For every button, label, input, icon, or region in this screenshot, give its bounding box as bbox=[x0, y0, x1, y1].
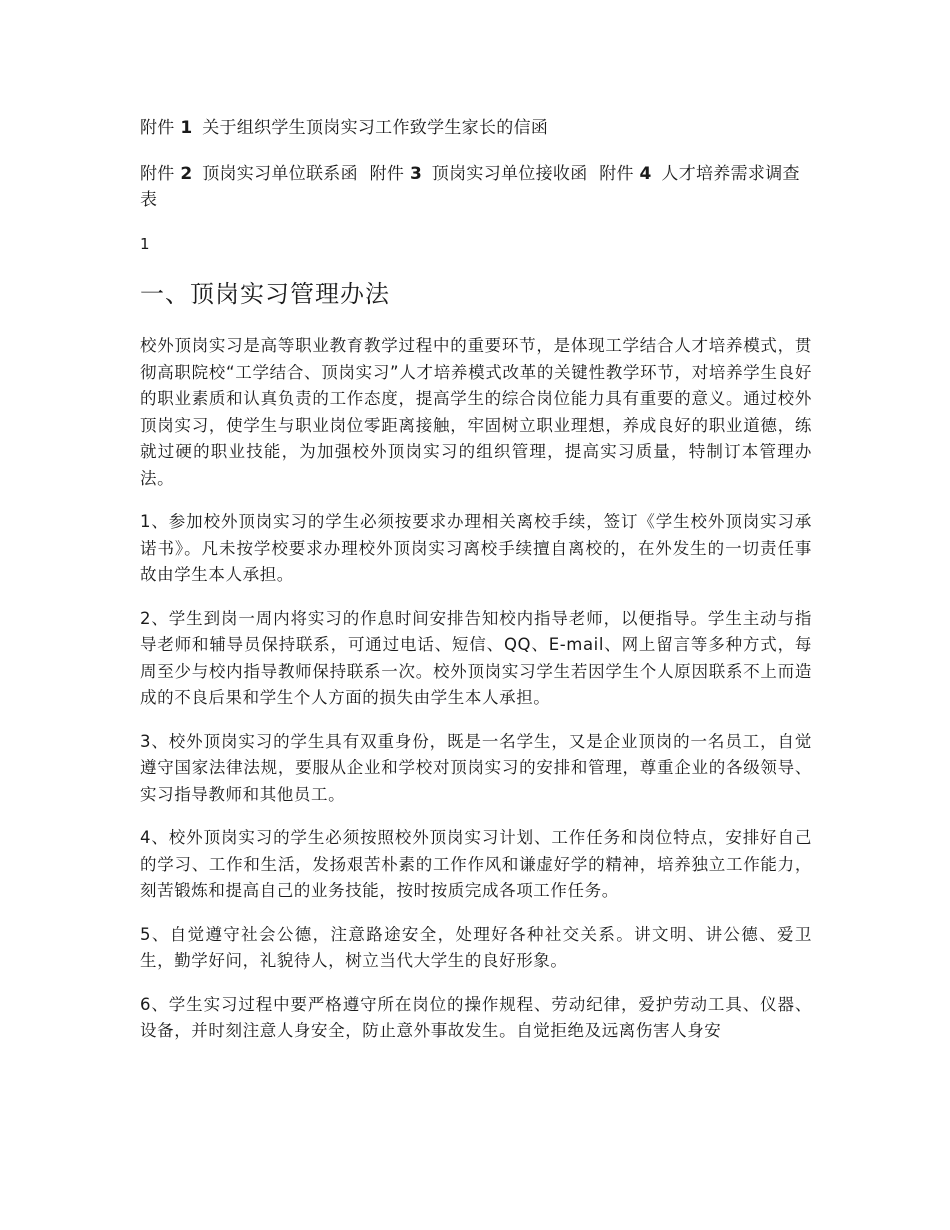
attachment-title: 人才培养需求调查表 bbox=[140, 164, 800, 210]
attachment-label: 附件 bbox=[140, 118, 175, 138]
intro-paragraph: 校外顶岗实习是高等职业教育教学过程中的重要环节，是体现工学结合人才培养模式，贯彻高职院校“工学结合、顶岗实习”人才培养模式改革的关键性教学环节，对培养学生良好的职业素质和认真负责的工作态度，提高学生的综合岗位能力具有重要的意义。通过校外顶岗实习，使学生与职业岗位零距离接触，牢固树立职业理想，养成良好的职业道德，练就过硬的职业技能，为加强校外顶岗实习的组织管理，提高实习质量，特制订本管理办法。 bbox=[140, 336, 812, 488]
section-heading: 一、顶岗实习管理办法 bbox=[140, 280, 390, 308]
attachment-label: 附件 bbox=[599, 164, 634, 184]
attachment-number: 3 bbox=[409, 164, 423, 184]
rule-item-4: 4、校外顶岗实习的学生必须按照校外顶岗实习计划、工作任务和岗位特点，安排好自己的学习、工作和生活，发扬艰苦朴素的工作作风和谦虚好学的精神，培养独立工作能力，刻苦锻炼和提高自己的业务技能，按时按质完成各项工作任务。 bbox=[140, 828, 812, 900]
attachment-title: 顶岗实习单位接收函 bbox=[431, 164, 588, 184]
attachment-label: 附件 bbox=[369, 164, 405, 184]
page-number: 1 bbox=[140, 235, 150, 253]
attachment-number: 1 bbox=[180, 118, 193, 138]
attachment-title: 关于组织学生顶岗实习工作致学生家长的信函 bbox=[202, 118, 549, 138]
document-page bbox=[140, 115, 812, 1062]
attachment-title: 顶岗实习单位联系函 bbox=[202, 164, 358, 184]
attachment-label: 附件 bbox=[140, 164, 175, 184]
attachment-number: 2 bbox=[180, 164, 193, 184]
rule-item-6: 6、学生实习过程中要严格遵守所在岗位的操作规程、劳动纪律，爱护劳动工具、仪器、设备，并时刻注意人身安全，防止意外事故发生。自觉拒绝及远离伤害人身安 bbox=[140, 994, 812, 1040]
attachment-number: 4 bbox=[639, 164, 652, 184]
rule-item-2: 2、学生到岗一周内将实习的作息时间安排告知校内指导老师，以便指导。学生主动与指导老师和辅导员保持联系，可通过电话、短信、QQ、E-mail、网上留言等多种方式，每周至少与校内指导教师保持联系一次。校外顶岗实习学生若因学生个人原因联系不上而造成的不良后果和学生个人方面的损失由学生本人承担。 bbox=[140, 608, 812, 707]
attachment-line-1 bbox=[140, 115, 812, 141]
attachment-line-2 bbox=[140, 161, 812, 213]
rule-item-5: 5、自觉遵守社会公德，注意路途安全，处理好各种社交关系。讲文明、讲公德、爱卫生，勤学好问，礼貌待人，树立当代大学生的良好形象。 bbox=[140, 924, 812, 970]
rule-item-1: 1、参加校外顶岗实习的学生必须按要求办理相关离校手续，签订《学生校外顶岗实习承诺书》。凡未按学校要求办理校外顶岗实习离校手续擅自离校的，在外发生的一切责任事故由学生本人承担。 bbox=[140, 512, 812, 584]
rule-item-3: 3、校外顶岗实习的学生具有双重身份，既是一名学生，又是企业顶岗的一名员工，自觉遵守国家法律法规，要服从企业和学校对顶岗实习的安排和管理，尊重企业的各级领导、实习指导教师和其他员工。 bbox=[140, 731, 812, 804]
